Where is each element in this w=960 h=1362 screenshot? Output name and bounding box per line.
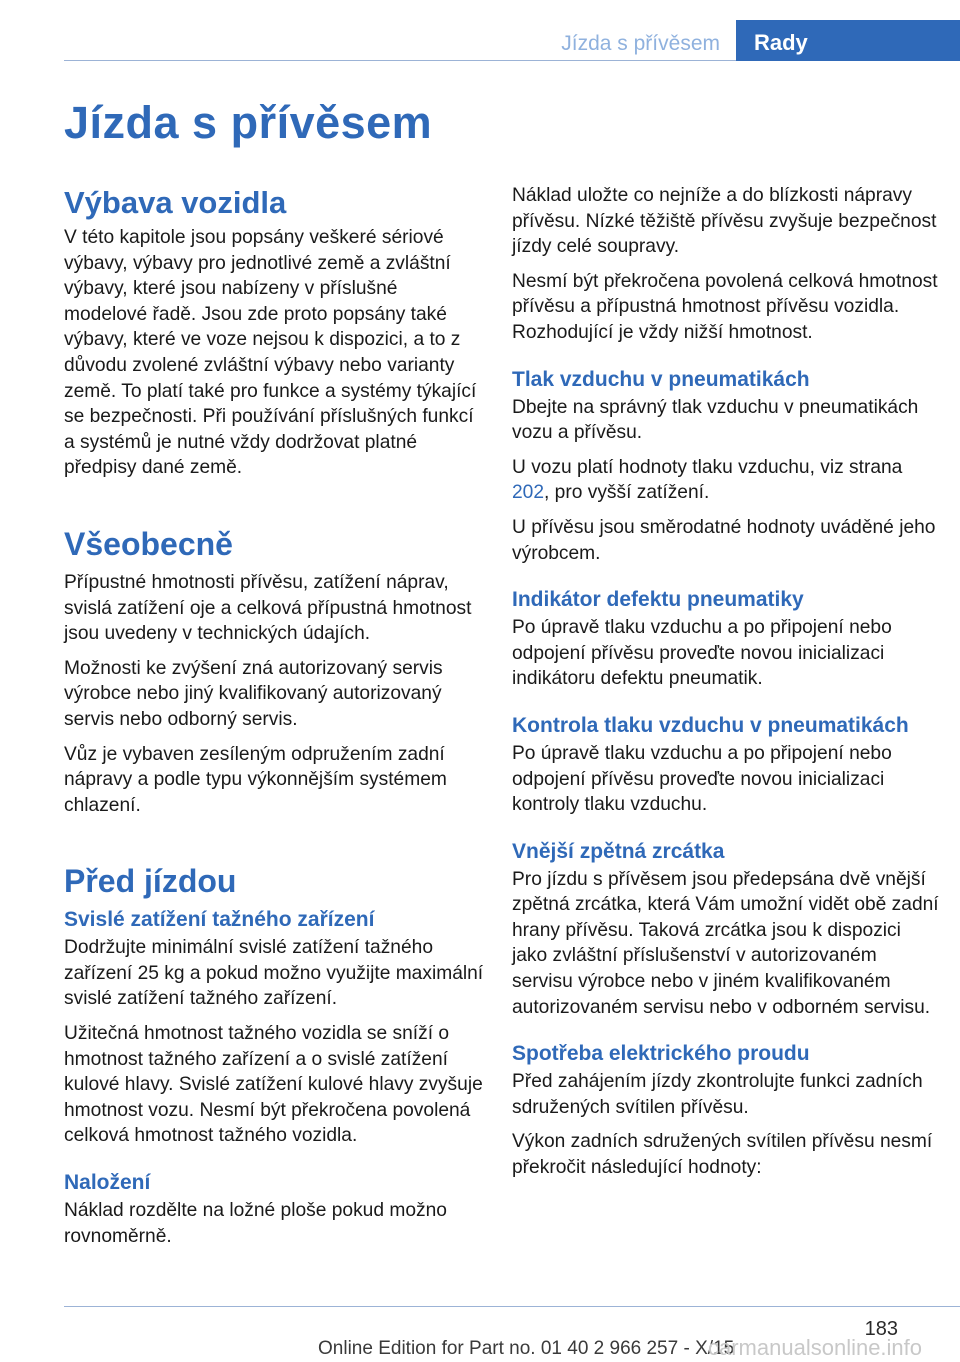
page-title: Jízda s přívěsem [64, 97, 433, 148]
header-chapter-tab: Rady [736, 20, 960, 61]
subsection-title-tlak-vzduchu: Tlak vzduchu v pneumatikách [512, 367, 810, 391]
subsection-title-kontrola-tlaku: Kontrola tlaku vzduchu v pneumatikách [512, 713, 909, 737]
watermark: carmanualsonline.info [708, 1335, 923, 1360]
paragraph: U přívěsu jsou směrodatné hodnoty uváděné jeho výrobcem. [512, 516, 936, 564]
paragraph: Dbejte na správný tlak vzduchu v pneumatikách vozu a přívěsu. [512, 396, 919, 444]
subsection-title-zpetna-zrcatka: Vnější zpětná zrcátka [512, 839, 725, 863]
paragraph: Přípustné hmotnosti přívěsu, zatížení náprav, svislá zatížení oje a celková přípustná hmotnost jsou uvedeny v technických údajích. [64, 571, 472, 645]
paragraph: V této kapitole jsou popsány veškeré sériové výbavy, výbavy pro jednotlivé země a zvláštní výbavy, které jsou nabízeny v příslušné modelové řadě. Jsou zde proto popsány také výbavy, které ve voze nejsou k dispozici, a to z důvodu zvolené zvláštní výbavy nebo varianty země. To platí také pro funkce a systémy týkající se bezpečnosti. Při používání příslušných funkcí a systémů je nutné vždy dodržovat platné předpisy dané země. [64, 227, 477, 479]
paragraph: Pro jízdu s přívěsem jsou předepsána dvě vnější zpětná zrcátka, která Vám umožní vidět obě zadní hrany přívěsu. Taková zrcátka jsou k dispozici jako zvláštní příslušenství v autorizovaném servisu výrobce nebo v jiném kvalifikovaném autorizovaném servisu nebo v odborném servisu. [512, 868, 939, 1018]
subsection-title-nalozeni: Naložení [64, 1171, 151, 1195]
page-link-202[interactable]: 202 [512, 482, 545, 504]
left-column [64, 183, 484, 1258]
page-header [0, 20, 960, 62]
paragraph: Po úpravě tlaku vzduchu a po připojení nebo odpojení přívěsu proveďte novou inicializaci kontroly tlaku vzduchu. [512, 742, 892, 816]
section-title-vseobecne: Všeobecně [64, 525, 233, 562]
paragraph: Náklad rozdělte na ložné ploše pokud možno rovnoměrně. [64, 1200, 447, 1247]
paragraph: Výkon zadních sdružených svítilen přívěsu nesmí překročit následující hodnoty: [512, 1131, 933, 1179]
paragraph: Užitečná hmotnost tažného vozidla se sníží o hmotnost tažného zařízení a o svislé zatížení kulové hlavy. Svislé zatížení kulové hlavy zvyšuje hmotnost vozu. Nesmí být překročena povolená celková hmotnost tažného vozidla. [64, 1023, 483, 1147]
section-title-pred-jizdou: Před jízdou [64, 863, 237, 900]
header-section-title: Jízda s přívěsem [561, 32, 720, 55]
paragraph: Možnosti ke zvýšení zná autorizovaný servis výrobce nebo jiný kvalifikovaný autorizovaný servis nebo odborný servis. [64, 657, 443, 730]
subsection-title-indikator-defektu: Indikátor defektu pneumatiky [512, 588, 804, 612]
footer-rule [64, 1306, 960, 1307]
paragraph: Vůz je vybaven zesíleným odpružením zadní nápravy a podle typu výkonnějším systémem chlazení. [64, 743, 447, 816]
paragraph: Po úpravě tlaku vzduchu a po připojení nebo odpojení přívěsu proveďte novou inicializaci indikátoru defektu pneumatik. [512, 617, 892, 690]
paragraph: Dodržujte minimální svislé zatížení tažného zařízení 25 kg a pokud možno využijte maximální svislé zatížení tažného zařízení. [64, 937, 484, 1010]
footer-edition-text: Online Edition for Part no. 01 40 2 966 257 - X/15 [318, 1338, 735, 1359]
subsection-title-svisle-zatizeni: Svislé zatížení tažného zařízení [64, 908, 375, 932]
right-column [512, 183, 939, 1190]
paragraph: Před zahájením jízdy zkontrolujte funkci zadních sdružených svítilen přívěsu. [512, 1071, 923, 1118]
paragraph: Nesmí být překročena povolená celková hmotnost přívěsu a přípustná hmotnost přívěsu vozidla. Rozhodující je vždy nižší hmotnost. [512, 270, 938, 343]
subsection-title-spotreba-proudu: Spotřeba elektrického proudu [512, 1042, 810, 1066]
paragraph [512, 455, 940, 506]
text: , pro vyšší zatížení. [544, 482, 710, 504]
paragraph: Náklad uložte co nejníže a do blízkosti nápravy přívěsu. Nízké těžiště přívěsu zvyšuje bezpečnost jízdy celé soupravy. [512, 185, 937, 258]
page-number: 183 [864, 1318, 898, 1340]
text: U vozu platí hodnoty tlaku vzduchu, viz strana [512, 456, 903, 478]
section-title-vybava: Výbava vozidla [64, 185, 287, 220]
